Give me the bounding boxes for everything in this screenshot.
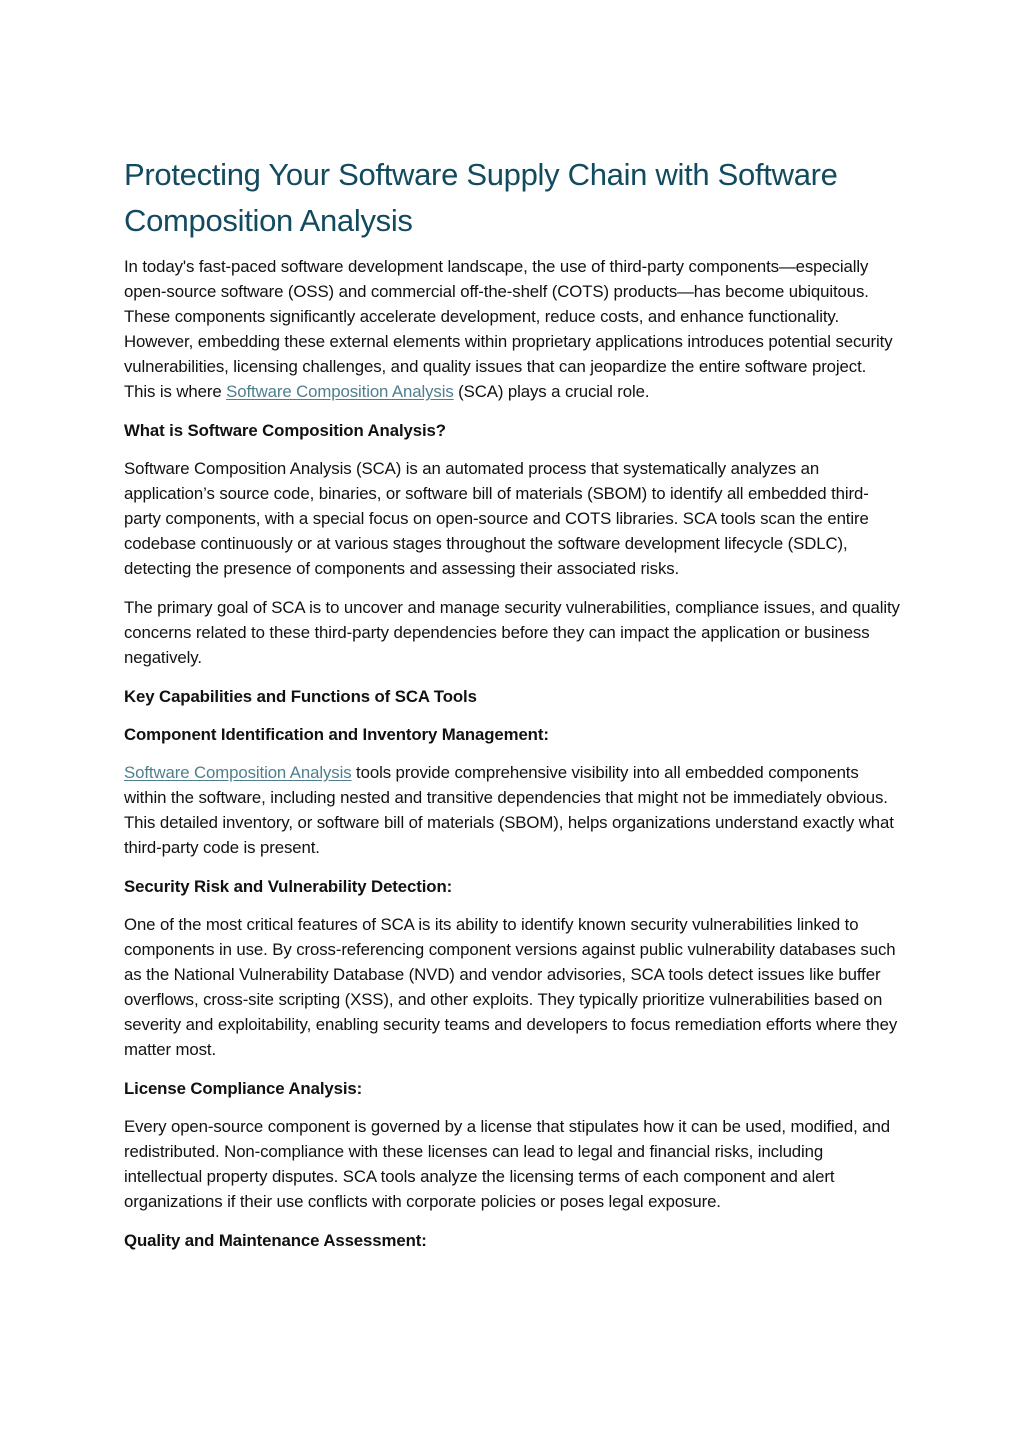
what-is-paragraph-2: The primary goal of SCA is to uncover and manage security vulnerabilities, compliance issues, and quality concerns related to these third-party dependencies before they can impact the application or business negatively. <box>124 598 900 667</box>
license-compliance-paragraph: Every open-source component is governed by a license that stipulates how it can be used, modified, and redistributed. Non-compliance with these licenses can lead to legal and financial risks, including intellectual property disputes. SCA tools analyze the licensing terms of each component and alert organizations if their use conflicts with corporate policies or poses legal exposure. <box>124 1117 890 1211</box>
what-is-paragraph-1: Software Composition Analysis (SCA) is an automated process that systematically analyzes an application’s source code, binaries, or software bill of materials (SBOM) to identify all embedded third-party components, with a special focus on open-source and COTS libraries. SCA tools scan the entire codebase continuously or at various stages throughout the software development lifecycle (SDLC), detecting the presence of components and assessing their associated risks. <box>124 459 869 578</box>
component-identification-paragraph <box>124 760 900 860</box>
sca-link-intro[interactable]: Software Composition Analysis <box>226 382 454 401</box>
component-text-after: tools provide comprehensive visibility into all embedded components within the software, including nested and transitive dependencies that might not be immediately obvious. This detailed inventory, or software bill of materials (SBOM), helps organizations understand exactly what third-party code is present. <box>124 763 894 857</box>
intro-text-after: (SCA) plays a crucial role. <box>453 382 650 401</box>
document-page <box>124 152 900 1266</box>
section-heading-what-is: What is Software Composition Analysis? <box>124 421 446 440</box>
subheading-component-identification: Component Identification and Inventory Management: <box>124 725 549 744</box>
intro-paragraph <box>124 254 900 404</box>
security-risk-paragraph: One of the most critical features of SCA is its ability to identify known security vulnerabilities linked to components in use. By cross-referencing component versions against public vulnerability databases such as the National Vulnerability Database (NVD) and vendor advisories, SCA tools detect issues like buffer overflows, cross-site scripting (XSS), and other exploits. They typically prioritize vulnerabilities based on severity and exploitability, enabling security teams and developers to focus remediation efforts where they matter most. <box>124 915 898 1059</box>
subheading-security-risk: Security Risk and Vulnerability Detection: <box>124 877 453 896</box>
page-title: Protecting Your Software Supply Chain with Software Composition Analysis <box>124 157 838 238</box>
intro-text-before: In today's fast-paced software development landscape, the use of third-party components—especially open-source software (OSS) and commercial off-the-shelf (COTS) products—has become ubiquitous. These components significantly accelerate development, reduce costs, and enhance functionality. However, embedding these external elements within proprietary applications introduces potential security vulnerabilities, licensing challenges, and quality issues that can jeopardize the entire software project. This is where <box>124 257 893 401</box>
subheading-license-compliance: License Compliance Analysis: <box>124 1079 363 1098</box>
sca-link-component[interactable]: Software Composition Analysis <box>124 763 352 782</box>
section-heading-capabilities: Key Capabilities and Functions of SCA Tools <box>124 687 477 706</box>
subheading-quality-maintenance: Quality and Maintenance Assessment: <box>124 1231 427 1250</box>
